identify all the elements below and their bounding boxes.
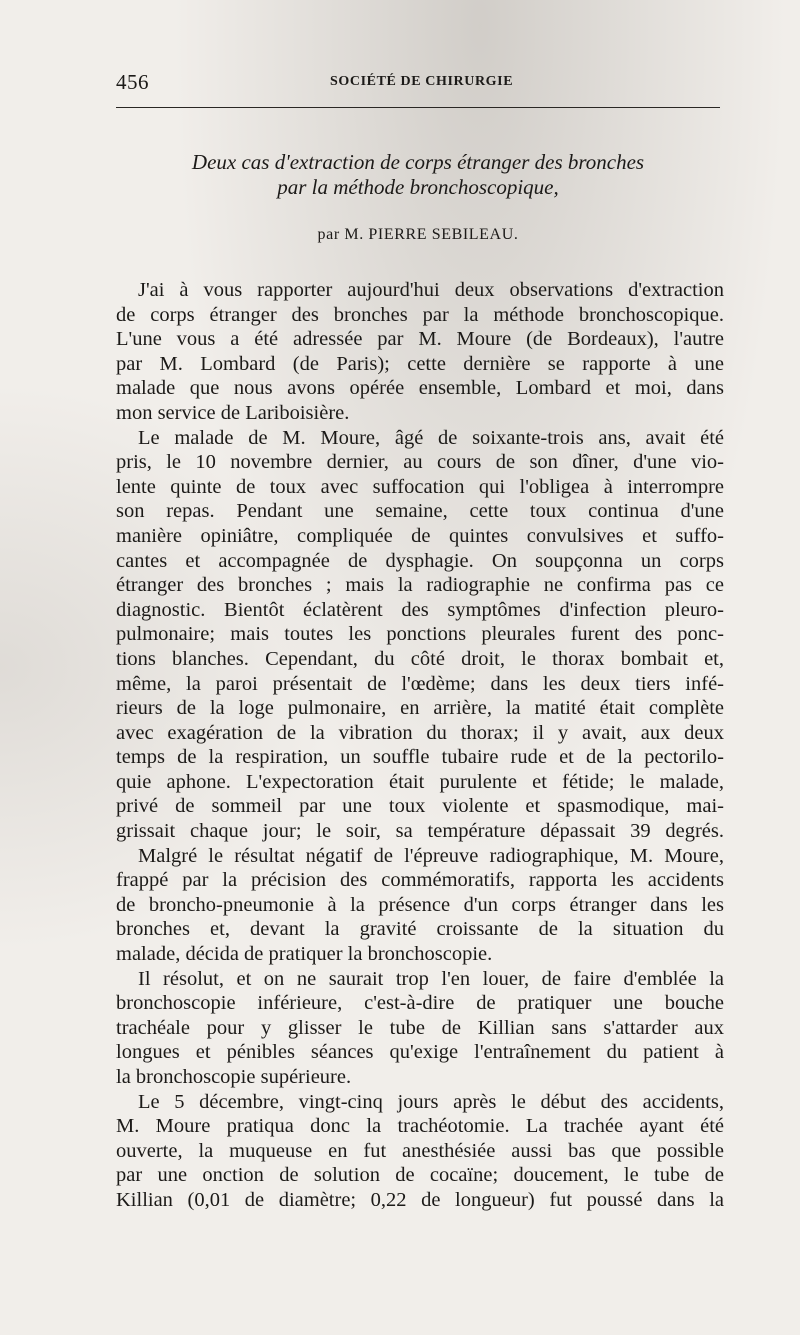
article-body (116, 278, 724, 1213)
article-author: par M. PIERRE SEBILEAU. (317, 226, 519, 243)
paragraph-1 (116, 278, 724, 426)
text-line: lente quinte de toux avec suffocation qui l'obligea à interrompre (116, 475, 724, 498)
paragraph-4 (116, 967, 724, 1090)
text-line: frappé par la précision des commémoratifs, rapporta les accidents (116, 869, 724, 892)
text-line: étranger des bronches ; mais la radiographie ne confirma pas ce (116, 574, 724, 597)
text-line: même, la paroi présentait de l'œdème; dans les deux tiers infé- (116, 672, 724, 695)
paragraph-2 (116, 426, 724, 844)
page-number: 456 (116, 70, 149, 94)
article-title-line-2: par la méthode bronchoscopique, (277, 175, 559, 199)
text-line: pulmonaire; mais toutes les ponctions pleurales furent des ponc- (116, 623, 724, 646)
text-line: Killian (0,01 de diamètre; 0,22 de longueur) fut poussé dans la (116, 1188, 724, 1211)
text-line: quie aphone. L'expectoration était purulente et fétide; le malade, (116, 770, 724, 793)
running-head: SOCIÉTÉ DE CHIRURGIE (330, 74, 514, 89)
text-line: diagnostic. Bientôt éclatèrent des symptômes d'infection pleuro- (116, 598, 724, 621)
text-line: de broncho-pneumonie à la présence d'un corps étranger dans les (116, 893, 724, 916)
text-line: son repas. Pendant une semaine, cette toux continua d'une (116, 500, 724, 523)
text-line: ouverte, la muqueuse en fut anesthésiée aussi bas que possible (116, 1139, 724, 1162)
text-line: avec exagération de la vibration du thorax; il y avait, aux deux (116, 721, 724, 744)
text-line: malade, décida de pratiquer la bronchoscopie. (116, 943, 493, 966)
text-line: bronches et, devant la gravité croissante de la situation du (116, 918, 724, 941)
page-header (116, 70, 720, 98)
paragraph-5 (116, 1090, 724, 1213)
text-line: la bronchoscopie supérieure. (116, 1066, 352, 1088)
text-line: trachéale pour y glisser le tube de Killian sans s'attarder aux (116, 1016, 724, 1039)
text-line: manière opiniâtre, compliquée de quintes convulsives et suffo- (116, 524, 724, 547)
text-line: bronchoscopie inférieure, c'est-à-dire de pratiquer une bouche (116, 992, 724, 1015)
text-line: temps de la respiration, un souffle tubaire rude et de la pectorilo- (116, 746, 724, 769)
text-line: tions blanches. Cependant, du côté droit, le thorax bombait et, (116, 647, 724, 670)
text-line: J'ai à vous rapporter aujourd'hui deux observations d'extraction (138, 279, 724, 301)
article-title-line-1: Deux cas d'extraction de corps étranger des bronches (191, 150, 645, 174)
text-line: par M. Lombard (de Paris); cette dernière se rapporte à une (116, 352, 724, 375)
text-line: Le malade de M. Moure, âgé de soixante-trois ans, avait été (138, 426, 724, 449)
text-line: L'une vous a été adressée par M. Moure (de Bordeaux), l'autre (116, 328, 724, 351)
paragraph-3 (116, 844, 724, 967)
article-title (116, 150, 720, 200)
text-line: pris, le 10 novembre dernier, au cours de son dîner, d'une vio- (116, 451, 724, 474)
text-line: de corps étranger des bronches par la méthode bronchoscopique. (116, 303, 724, 326)
text-line: rieurs de la loge pulmonaire, en arrière, la matité était complète (116, 697, 724, 720)
text-line: privé de sommeil par une toux violente et spasmodique, mai- (116, 795, 724, 818)
text-line: Le 5 décembre, vingt-cinq jours après le début des accidents, (138, 1090, 724, 1113)
text-line: Il résolut, et on ne saurait trop l'en louer, de faire d'emblée la (138, 967, 724, 990)
text-line: cantes et accompagnée de dysphagie. On soupçonna un corps (116, 549, 724, 572)
text-line: longues et pénibles séances qu'exige l'entraînement du patient à (116, 1041, 724, 1064)
header-rule (116, 107, 720, 108)
text-line: mon service de Lariboisière. (116, 401, 350, 424)
text-line: par une onction de solution de cocaïne; doucement, le tube de (116, 1164, 724, 1187)
text-line: M. Moure pratiqua donc la trachéotomie. La trachée ayant été (116, 1115, 724, 1138)
text-line: Malgré le résultat négatif de l'épreuve radiographique, M. Moure, (138, 844, 724, 867)
text-line: grissait chaque jour; le soir, sa température dépassait 39 degrés. (116, 820, 724, 843)
text-line: malade que nous avons opérée ensemble, Lombard et moi, dans (116, 377, 724, 400)
